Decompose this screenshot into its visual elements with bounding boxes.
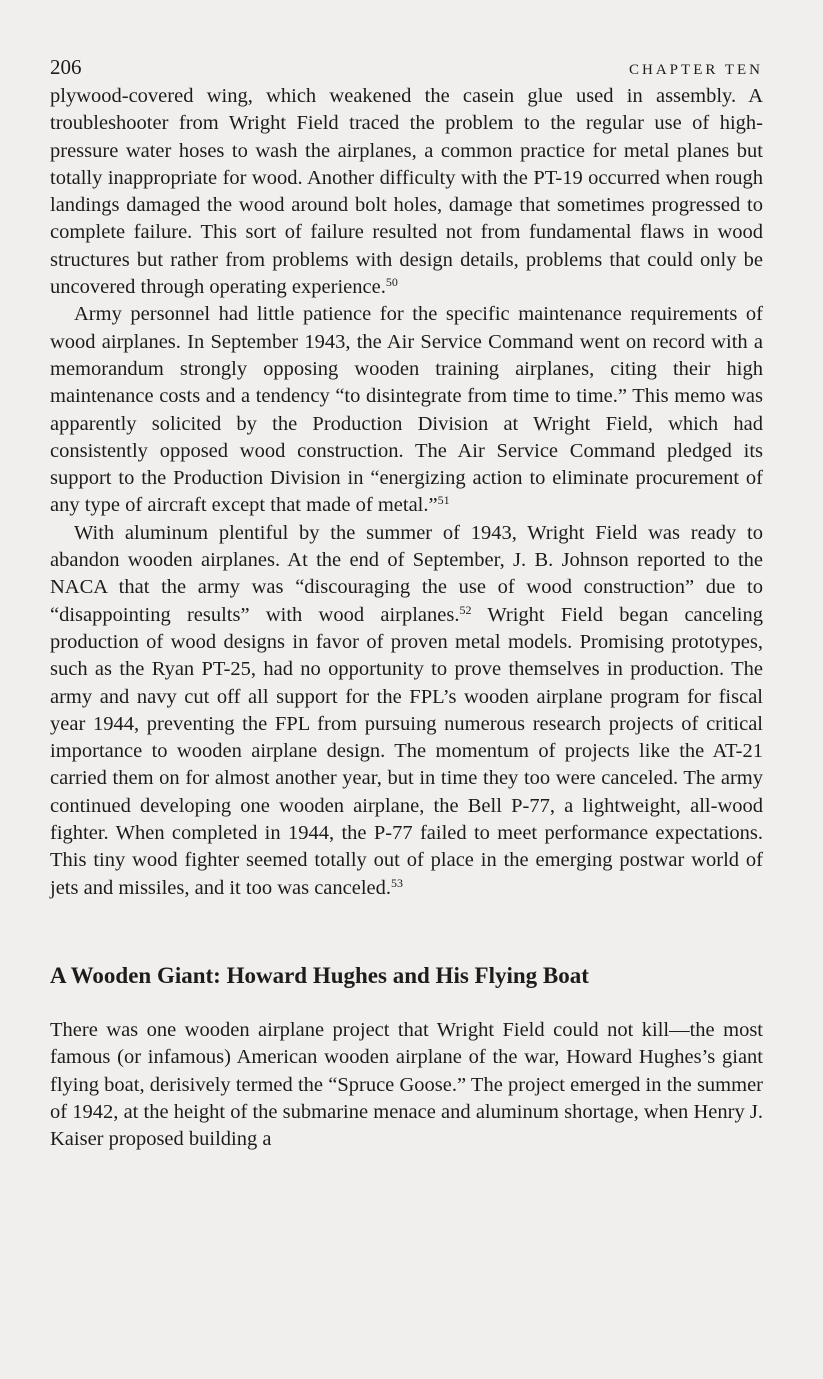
paragraph-1 <box>50 83 763 301</box>
book-page <box>50 55 763 1153</box>
section-heading: A Wooden Giant: Howard Hughes and His Flying Boat <box>50 962 589 988</box>
body-text <box>50 83 763 1153</box>
chapter-label: CHAPTER TEN <box>629 62 763 78</box>
paragraph-2-text: Army personnel had little patience for the specific maintenance requirements of wood airplanes. In September 1943, the Air Service Command went on record with a memorandum strongly opposing wooden training airplanes, citing their high maintenance costs and a tendency “to disintegrate from time to time.” This memo was apparently solicited by the Production Division at Wright Field, which had consistently opposed wood construction. The Air Service Command pledged its support to the Production Division in “energizing action to eliminate procurement of any type of aircraft except that made of metal.” <box>50 303 763 517</box>
paragraph-3-text-a: With aluminum plentiful by the summer of 1943, Wright Field was ready to abandon wooden airplanes. At the end of September, J. B. Johnson reported to the NACA that the army was “discouraging the use of wood construction” due to “disappointing results” with wood airplanes. <box>50 521 763 626</box>
footnote-ref-50: 50 <box>385 275 398 290</box>
paragraph-3-text-b: Wright Field began canceling production of wood designs in favor of proven metal models. Promising prototypes, such as the Ryan PT-25, had no opportunity to prove themselves in production. The army and navy cut off all support for the FPL’s wooden airplane program for fiscal year 1944, preventing the FPL from pursuing numerous research projects of critical importance to wooden airplane design. The momentum of projects like the AT-21 carried them on for almost another year, but in time they too were canceled. The army continued developing one wooden airplane, the Bell P-77, a lightweight, all-wood fighter. When completed in 1944, the P-77 failed to meet performance expectations. This tiny wood fighter seemed totally out of place in the emerging postwar world of jets and missiles, and it too was canceled. <box>50 603 763 899</box>
page-number: 206 <box>50 55 82 79</box>
footnote-ref-51: 51 <box>437 493 450 508</box>
footnote-ref-52: 52 <box>459 602 472 617</box>
paragraph-3 <box>50 520 763 902</box>
footnote-ref-53: 53 <box>391 875 404 890</box>
paragraph-2 <box>50 301 763 519</box>
paragraph-1-text: plywood-covered wing, which weakened the casein glue used in assembly. A troubleshooter from Wright Field traced the problem to the regular use of high-pressure water hoses to wash the airplanes, a common practice for metal planes but totally inappropriate for wood. Another difficulty with the PT-19 occurred when rough landings damaged the wood around bolt holes, damage that sometimes progressed to complete failure. This sort of failure resulted not from fundamental flaws in wood structures but rather from problems with design details, problems that could only be uncovered through operating experience. <box>50 85 763 299</box>
section-paragraph: There was one wooden airplane project that Wright Field could not kill—the most famous (or infamous) American wooden airplane of the war, Howard Hughes’s giant flying boat, derisively termed the “Spruce Goose.” The project emerged in the summer of 1942, at the height of the submarine menace and aluminum shortage, when Henry J. Kaiser proposed building a <box>50 1018 763 1151</box>
running-head <box>50 55 763 83</box>
